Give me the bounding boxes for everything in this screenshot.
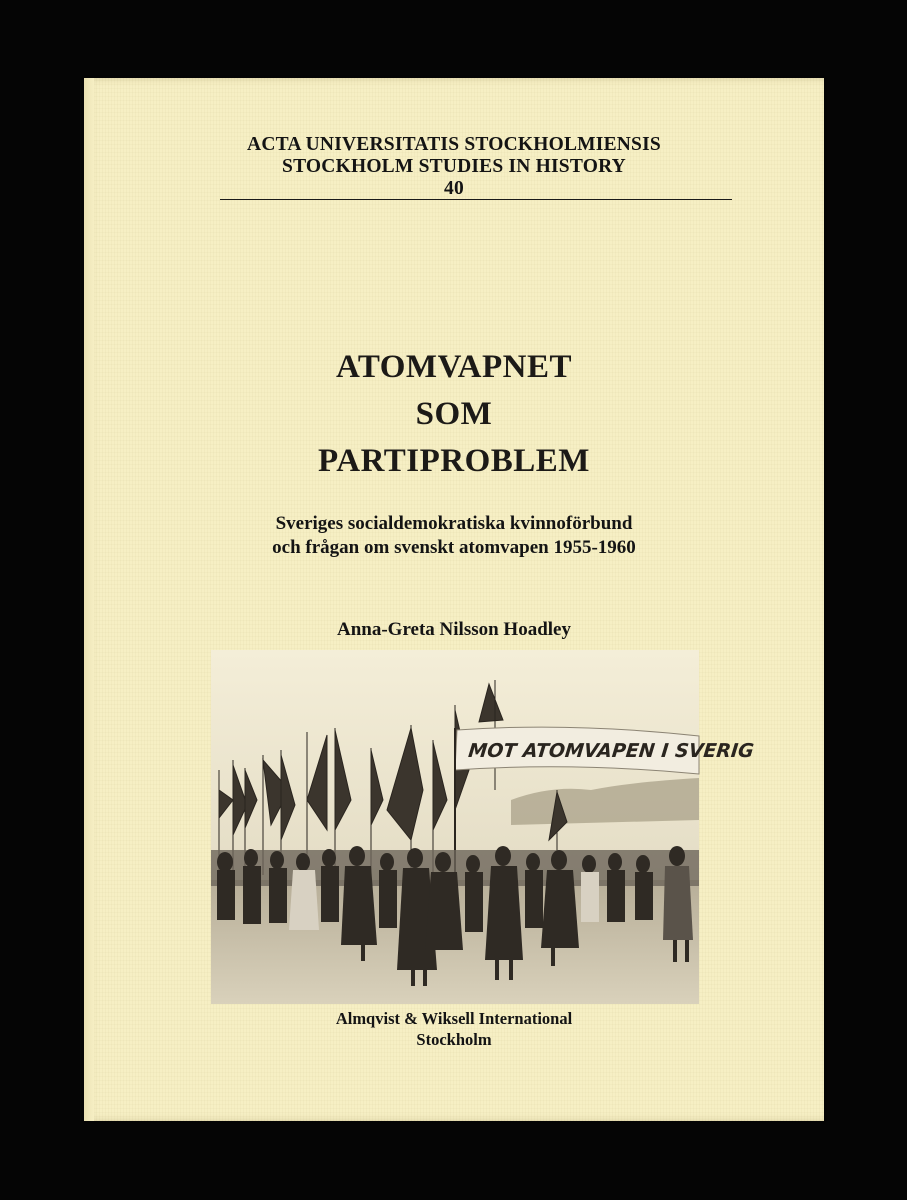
book-title — [84, 344, 824, 485]
series-number: 40 — [444, 178, 464, 199]
series-line-2: STOCKHOLM STUDIES IN HISTORY — [282, 156, 626, 177]
publisher-city: Stockholm — [416, 1030, 492, 1049]
series-divider — [220, 199, 732, 200]
subtitle-line-2: och frågan om svenskt atomvapen 1955-1960 — [272, 537, 636, 558]
title-line-1: ATOMVAPNET — [335, 349, 573, 385]
book-author: Anna-Greta Nilsson Hoadley — [336, 619, 571, 640]
banner-text: MOT ATOMVAPEN I SVERIG — [467, 740, 755, 762]
cover-spine-edge — [84, 78, 94, 1121]
subtitle-line-1: Sveriges socialdemokratiska kvinnoförbund — [275, 513, 633, 534]
title-line-3: PARTIPROBLEM — [318, 443, 590, 479]
cover-photo — [211, 650, 755, 1004]
publisher-name: Almqvist & Wiksell International — [335, 1009, 573, 1028]
book-cover — [84, 78, 824, 1121]
book-subtitle — [84, 512, 824, 560]
series-line-1: ACTA UNIVERSITATIS STOCKHOLMIENSIS — [247, 134, 661, 155]
series-block — [84, 134, 824, 200]
title-line-2: SOM — [415, 396, 493, 432]
publisher-block — [84, 1008, 824, 1050]
